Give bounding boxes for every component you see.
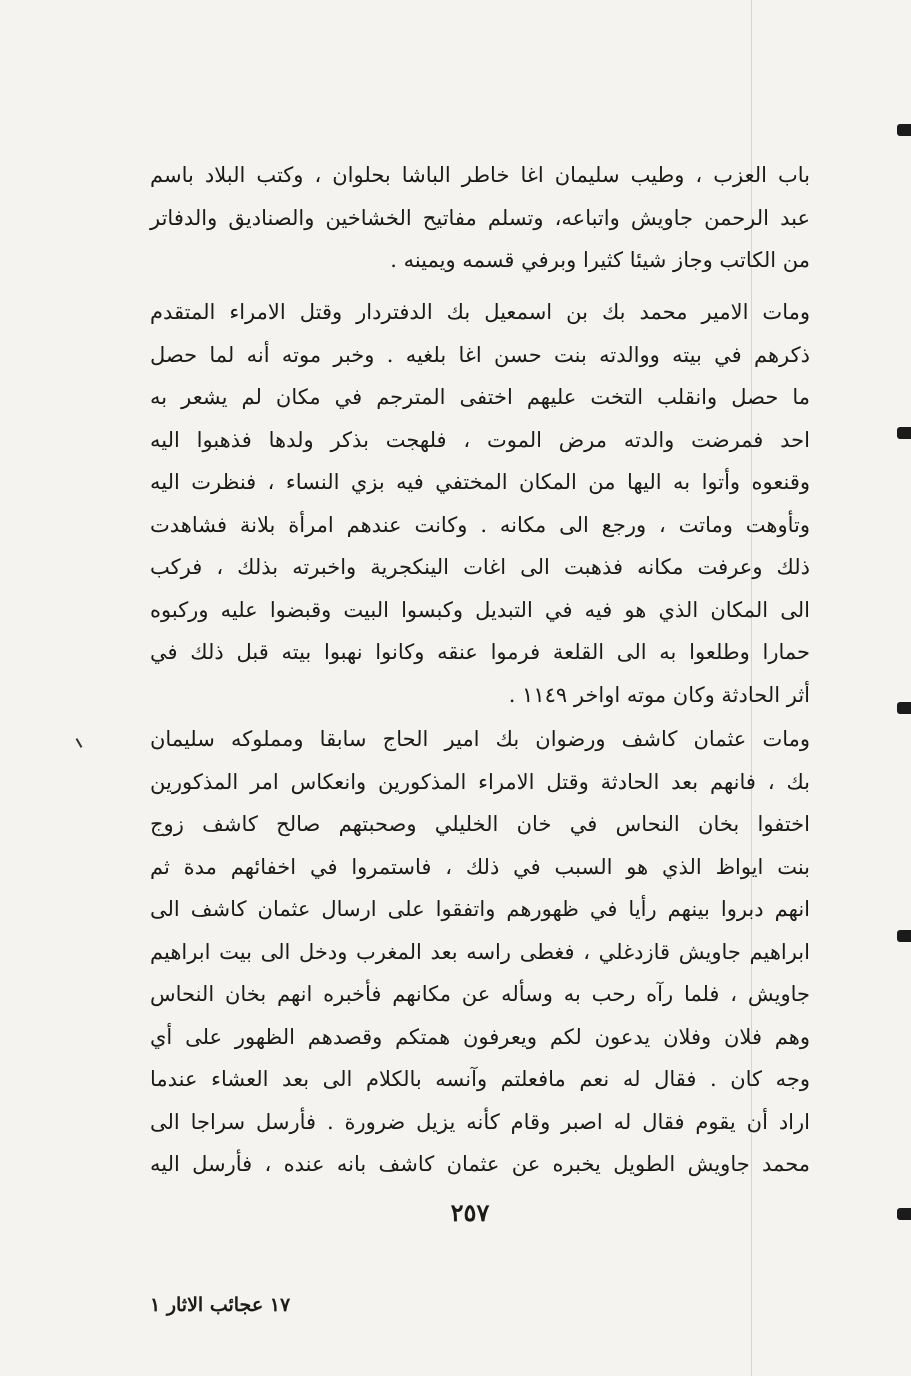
- text-line: اراد أن يقوم فقال له اصبر وقام كأنه يزيل ضرورة . فأرسل سراجا الى: [150, 1109, 810, 1134]
- signature-mark: ١٧ عجائب الاثار ١: [150, 1294, 291, 1316]
- text-line: أثر الحادثة وكان موته اواخر ١١٤٩ .: [508, 682, 810, 707]
- text-line: ابراهيم جاويش قازدغلي ، فغطى راسه بعد المغرب ودخل الى بيت ابراهيم: [150, 939, 810, 964]
- edge-tab-mark: [897, 702, 911, 714]
- text-line: بنت ايواظ الذي هو السبب في ذلك ، فاستمروا في اخفائهم مدة ثم: [150, 854, 810, 879]
- text-line: وتأوهت وماتت ، ورجع الى مكانه . وكانت عندهم امرأة بلانة فشاهدت: [150, 512, 810, 537]
- text-line: باب العزب ، وطيب سليمان اغا خاطر الباشا بحلوان ، وكتب البلاد باسم: [150, 163, 810, 187]
- text-line: وجه كان . فقال له نعم مافعلتم وآنسه بالكلام الى بعد العشاء عندما: [150, 1067, 810, 1091]
- edge-tab-mark: [897, 427, 911, 439]
- edge-tab-mark: [897, 930, 911, 942]
- text-line: ذكرهم في بيته ووالدته بنت حسن اغا بلغيه . وخبر موته أنه لما حصل: [150, 342, 810, 367]
- text-line: ومات الامير محمد بك بن اسمعيل بك الدفتردار وقتل الامراء المتقدم: [150, 300, 810, 324]
- text-line: بك ، فانهم بعد الحادثة وقتل الامراء المذكورين وانعكاس امر المذكورين: [150, 769, 810, 794]
- text-line: ما حصل وانقلب التخت عليهم اختفى المترجم في مكان لم يشعر به: [150, 385, 810, 409]
- page-number: ٢٥٧: [450, 1198, 490, 1227]
- text-line: جاويش ، فلما رآه رحب به وسأله عن مكانهم فأخبره انهم بخان النحاس: [150, 982, 810, 1006]
- text-line: حمارا وطلعوا به الى القلعة فرموا عنقه وكانوا نهبوا بيته قبل ذلك في: [150, 640, 810, 664]
- edge-tab-mark: [897, 1208, 911, 1220]
- text-line: احد فمرضت والدته مرض الموت ، فلهجت بذكر ولدها فذهبوا اليه: [150, 427, 810, 452]
- text-line: اختفوا بخان النحاس في خان الخليلي وصحبتهم صالح كاشف زوج: [150, 812, 810, 836]
- text-line: وقنعوه وأتوا به اليها من المكان المختفي فيه بزي النساء ، فنظرت اليه: [150, 470, 810, 494]
- paragraph-3: [150, 718, 810, 1186]
- text-line: عبد الرحمن جاويش واتباعه، وتسلم مفاتيح الخشاخين والصناديق والدفاتر: [150, 205, 810, 230]
- text-line: الى المكان الذي هو فيه في التبديل وكبسوا البيت وقبضوا عليه وركبوه: [150, 597, 810, 622]
- ink-speck: [76, 738, 83, 748]
- text-line: ومات عثمان كاشف ورضوان بك امير الحاج سابقا ومملوكه سليمان: [150, 727, 810, 751]
- text-line: انهم دبروا بينهم رأيا في ظهورهم واتفقوا على ارسال عثمان كاشف الى: [150, 897, 810, 921]
- edge-tab-mark: [897, 124, 911, 136]
- text-line: من الكاتب وجاز شيئا كثيرا وبرفي قسمه ويمينه .: [390, 248, 810, 272]
- paragraph-1: [150, 154, 810, 282]
- paragraph-2: [150, 291, 810, 716]
- text-line: محمد جاويش الطويل يخبره عن عثمان كاشف بانه عنده ، فأرسل اليه: [150, 1152, 810, 1176]
- text-line: وهم فلان وفلان يدعون لكم ويعرفون همتكم وقصدهم الظهور على أي: [150, 1024, 810, 1049]
- text-line: ذلك وعرفت مكانه فذهبت الى اغات الينكجرية واخبرته بذلك ، فركب: [150, 555, 810, 579]
